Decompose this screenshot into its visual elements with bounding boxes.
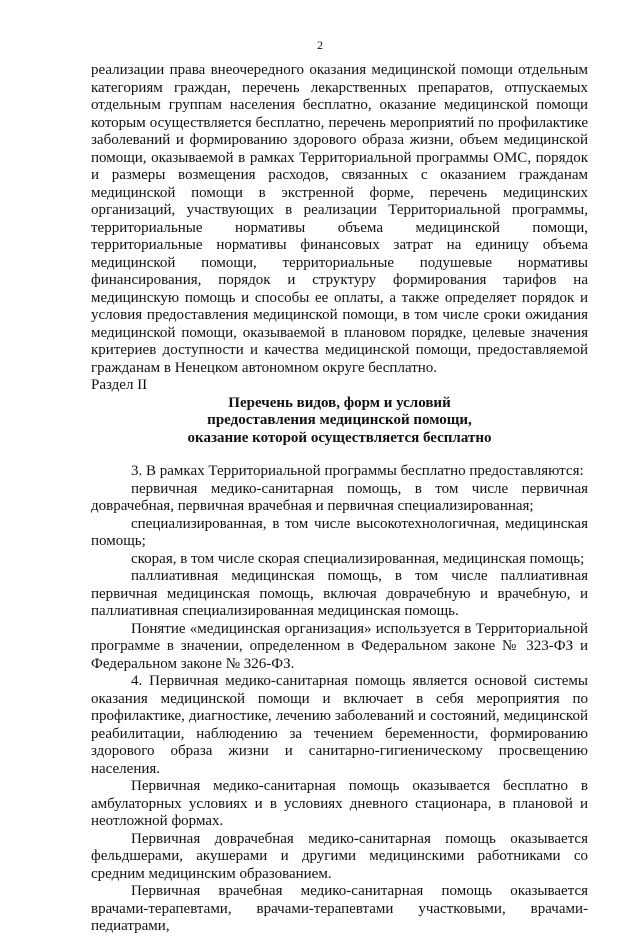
section-title-line: предоставления медицинской помощи,	[207, 412, 472, 428]
paragraph-emergency-care: скорая, в том числе скорая специализированная, медицинская помощь;	[131, 550, 585, 567]
section-title	[91, 395, 588, 448]
paragraph-palliative-care: паллиативная медицинская помощь, в том числе паллиативная первичная медицинская помощь, включая доврачебную и врачебную, и паллиативная специализированная медицинская помощь.	[91, 568, 588, 619]
paragraph-medical-organization: Понятие «медицинская организация» используется в Территориальной программе в значении, определенном в Федеральном законе № 323-ФЗ и Федеральном законе № 326-ФЗ.	[91, 620, 588, 672]
intro-paragraph: реализации права внеочередного оказания медицинской помощи отдельным категориям граждан, перечень лекарственных препаратов, отпускаемых отдельным группам населения бесплатно, оказание медицинской помощи которым осуществляется бесплатно, перечень мероприятий по профилактике заболеваний и формированию здорового образа жизни, объем медицинской помощи, оказываемой в рамках Территориальной программы ОМС, порядок и размеры возмещения расходов, связанных с оказанием гражданам медицинской помощи в экстренной форме, перечень медицинских организаций, участвующих в реализации Территориальной программы, территориальные нормативы объема медицинской помощи, территориальные нормативы финансовых затрат на единицу объема медицинской помощи, территориальные подушевые нормативы финансирования, порядок и структуру формирования тарифов на медицинскую помощь и способы ее оплаты, а также определяет порядок и условия предоставления медицинской помощи, в том числе сроки ожидания медицинской помощи, оказываемой в плановом порядке, целевые значения критериев доступности и качества медицинской помощи, предоставляемой гражданам в Ненецком автономном округе бесплатно.	[91, 62, 588, 376]
section-title-line: Перечень видов, форм и условий	[228, 394, 451, 411]
paragraph-primary-care-conditions: Первичная медико-санитарная помощь оказывается бесплатно в амбулаторных условиях и в условиях дневного стационара, в плановой и неотложной формах.	[91, 778, 588, 829]
paragraph-pre-medical-care: Первичная доврачебная медико-санитарная помощь оказывается фельдшерами, акушерами и другими медицинскими работниками со средним медицинским образованием.	[91, 830, 588, 882]
document-body	[91, 62, 588, 936]
paragraph-4: 4. Первичная медико-санитарная помощь является основой системы оказания медицинской помощи и включает в себя мероприятия по профилактике, диагностике, лечению заболеваний и состояний, медицинской реабилитации, наблюдению за течением беременности, формированию здорового образа жизни и санитарно-гигиеническому просвещению населения.	[91, 673, 588, 777]
section-label: Раздел II	[91, 377, 148, 393]
paragraph-physician-care: Первичная врачебная медико-санитарная помощь оказывается врачами-терапевтами, врачами-терапевтами участковыми, врачами-педиатрами,	[91, 883, 588, 934]
paragraph-primary-care: первичная медико-санитарная помощь, в том числе первичная доврачебная, первичная врачебная и первичная специализированная;	[91, 480, 588, 514]
paragraph-specialized-care: специализированная, в том числе высокотехнологичная, медицинская помощь;	[91, 515, 588, 549]
section-title-line: оказание которой осуществляется бесплатно	[187, 429, 492, 446]
page-number: 2	[317, 38, 323, 52]
paragraph-3-intro: 3. В рамках Территориальной программы бесплатно предоставляются:	[131, 463, 584, 479]
